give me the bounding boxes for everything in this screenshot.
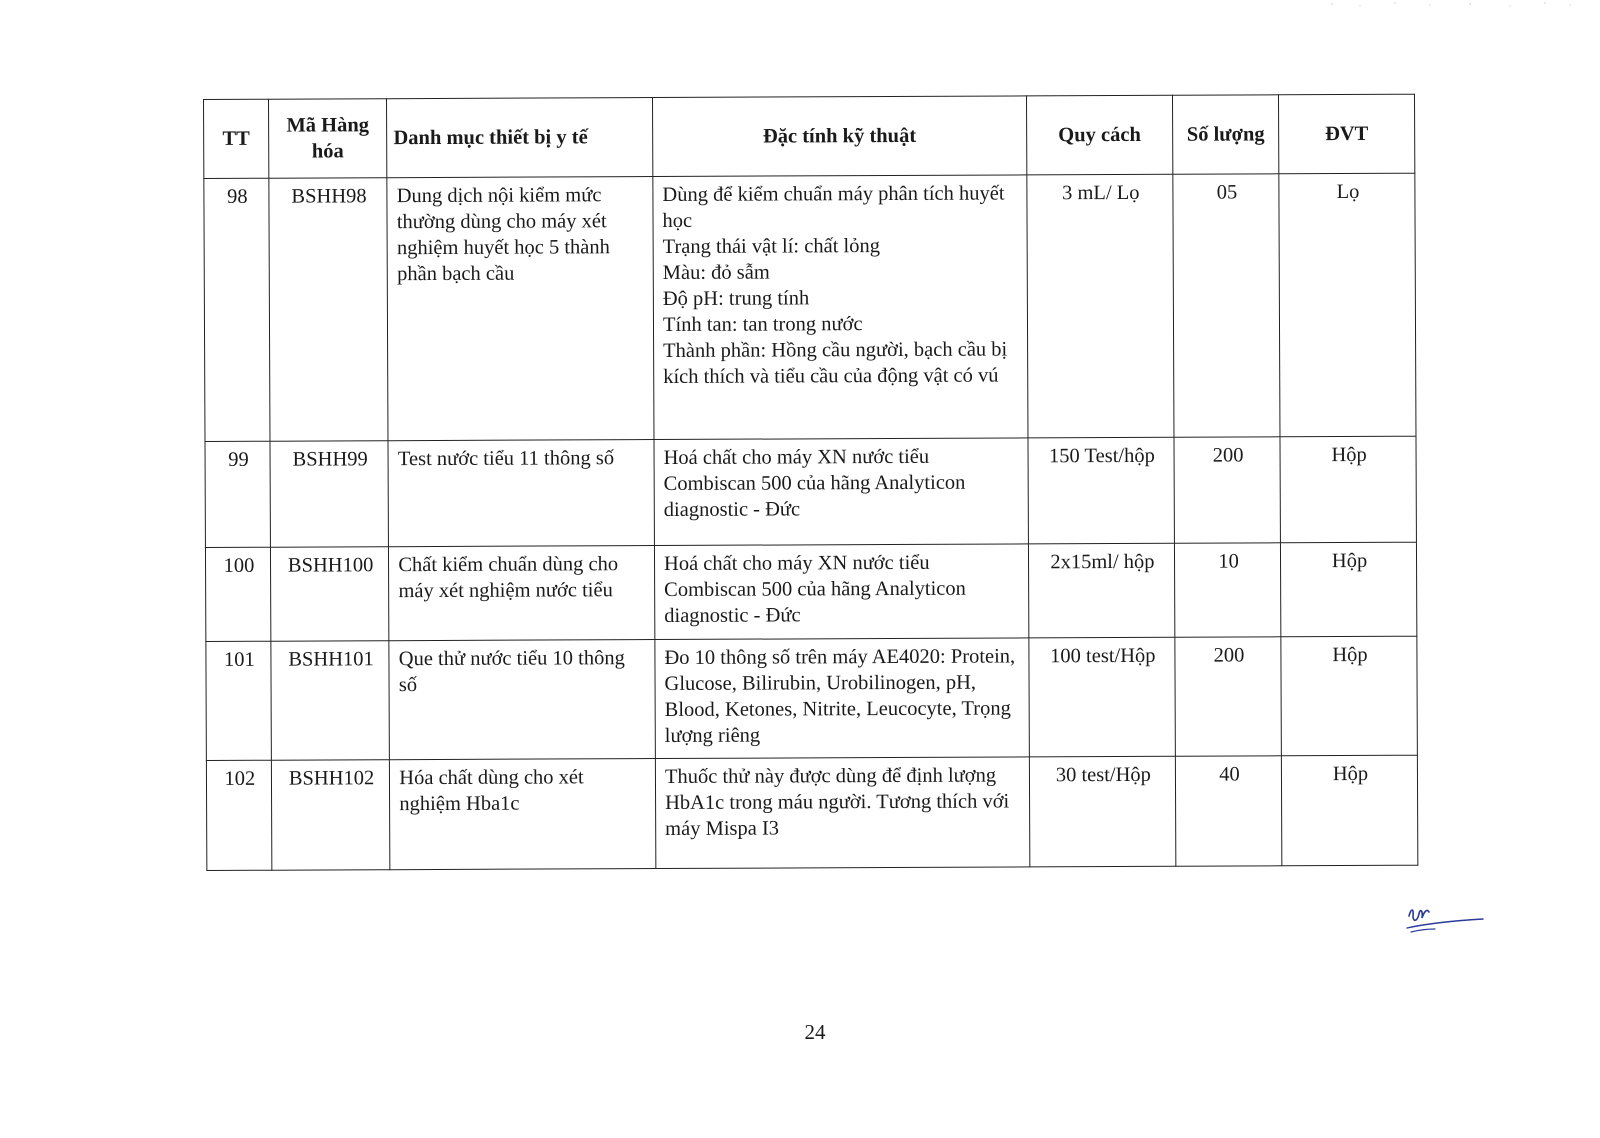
cell-danh-muc: Que thử nước tiểu 10 thông số xyxy=(389,640,655,760)
signature-mark xyxy=(1405,902,1485,938)
cell-ma: BSHH100 xyxy=(270,547,389,642)
page-number: 24 xyxy=(804,1020,826,1044)
cell-so-luong: 40 xyxy=(1175,756,1282,866)
header-ma-hang-hoa: Mã Hàng hóa xyxy=(268,99,387,179)
cell-quy-cach: 150 Test/hộp xyxy=(1028,437,1175,544)
cell-so-luong: 200 xyxy=(1174,437,1281,543)
cell-quy-cach: 3 mL/ Lọ xyxy=(1027,174,1174,438)
table-row xyxy=(205,542,1416,641)
cell-so-luong: 05 xyxy=(1173,174,1280,437)
cell-danh-muc: Hóa chất dùng cho xét nghiệm Hba1c xyxy=(390,759,656,870)
table-row xyxy=(205,436,1416,547)
cell-ma: BSHH99 xyxy=(270,441,389,548)
cell-tt: 99 xyxy=(205,441,270,547)
cell-dac-tinh: Đo 10 thông số trên máy AE4020: Protein, Glucose, Bilirubin, Urobilinogen, pH, Blood, Ketones, Nitrite, Leucocyte, Trọng lượng riêng xyxy=(655,638,1029,759)
table-header-row xyxy=(204,94,1415,178)
cell-quy-cach: 2x15ml/ hộp xyxy=(1028,543,1175,638)
scan-noise xyxy=(1320,0,1580,12)
cell-dvt: Lọ xyxy=(1279,173,1416,437)
table-row xyxy=(206,755,1417,870)
cell-dvt: Hộp xyxy=(1280,542,1416,637)
table-row xyxy=(204,173,1416,441)
cell-quy-cach: 30 test/Hộp xyxy=(1029,756,1176,867)
cell-dvt: Hộp xyxy=(1280,436,1416,543)
cell-tt: 102 xyxy=(206,760,271,870)
cell-danh-muc: Dung dịch nội kiểm mức thường dùng cho máy xét nghiệm huyết học 5 thành phần bạch cầu xyxy=(387,177,654,441)
equipment-table xyxy=(203,94,1418,871)
cell-danh-muc: Chất kiểm chuẩn dùng cho máy xét nghiệm nước tiểu xyxy=(389,546,655,641)
header-tt: TT xyxy=(204,99,269,178)
cell-tt: 98 xyxy=(204,178,270,441)
cell-danh-muc: Test nước tiểu 11 thông số xyxy=(388,440,654,547)
cell-so-luong: 200 xyxy=(1175,637,1282,756)
cell-ma: BSHH101 xyxy=(271,641,390,761)
header-so-luong: Số lượng xyxy=(1172,95,1278,174)
header-dvt: ĐVT xyxy=(1279,94,1415,174)
table-row xyxy=(206,636,1418,760)
cell-ma: BSHH98 xyxy=(269,178,389,442)
cell-dac-tinh: Hoá chất cho máy XN nước tiểu Combiscan 500 của hãng Analyticon diagnostic - Đức xyxy=(654,438,1028,546)
header-dac-tinh: Đặc tính kỹ thuật xyxy=(652,96,1026,177)
cell-dvt: Hộp xyxy=(1281,755,1417,866)
header-danh-muc: Danh mục thiết bị y tế xyxy=(387,98,653,178)
cell-quy-cach: 100 test/Hộp xyxy=(1029,637,1176,757)
cell-tt: 101 xyxy=(206,641,271,760)
cell-so-luong: 10 xyxy=(1174,543,1280,637)
cell-dac-tinh: Thuốc thử này được dùng để định lượng HbA1c trong máu người. Tương thích với máy Mispa I3 xyxy=(655,757,1029,869)
cell-ma: BSHH102 xyxy=(271,760,390,871)
cell-dvt: Hộp xyxy=(1281,636,1417,756)
cell-dac-tinh: Dùng để kiểm chuẩn máy phân tích huyết học Trạng thái vật lí: chất lỏng Màu: đỏ sẫm Độ pH: trung tính Tính tan: tan trong nước Thành phần: Hồng cầu người, bạch cầu bị kích thích và tiểu cầu của động vật có vú xyxy=(653,175,1028,440)
cell-tt: 100 xyxy=(205,547,270,641)
header-quy-cach: Quy cách xyxy=(1026,95,1173,175)
cell-dac-tinh: Hoá chất cho máy XN nước tiểu Combiscan 500 của hãng Analyticon diagnostic - Đức xyxy=(654,544,1028,640)
